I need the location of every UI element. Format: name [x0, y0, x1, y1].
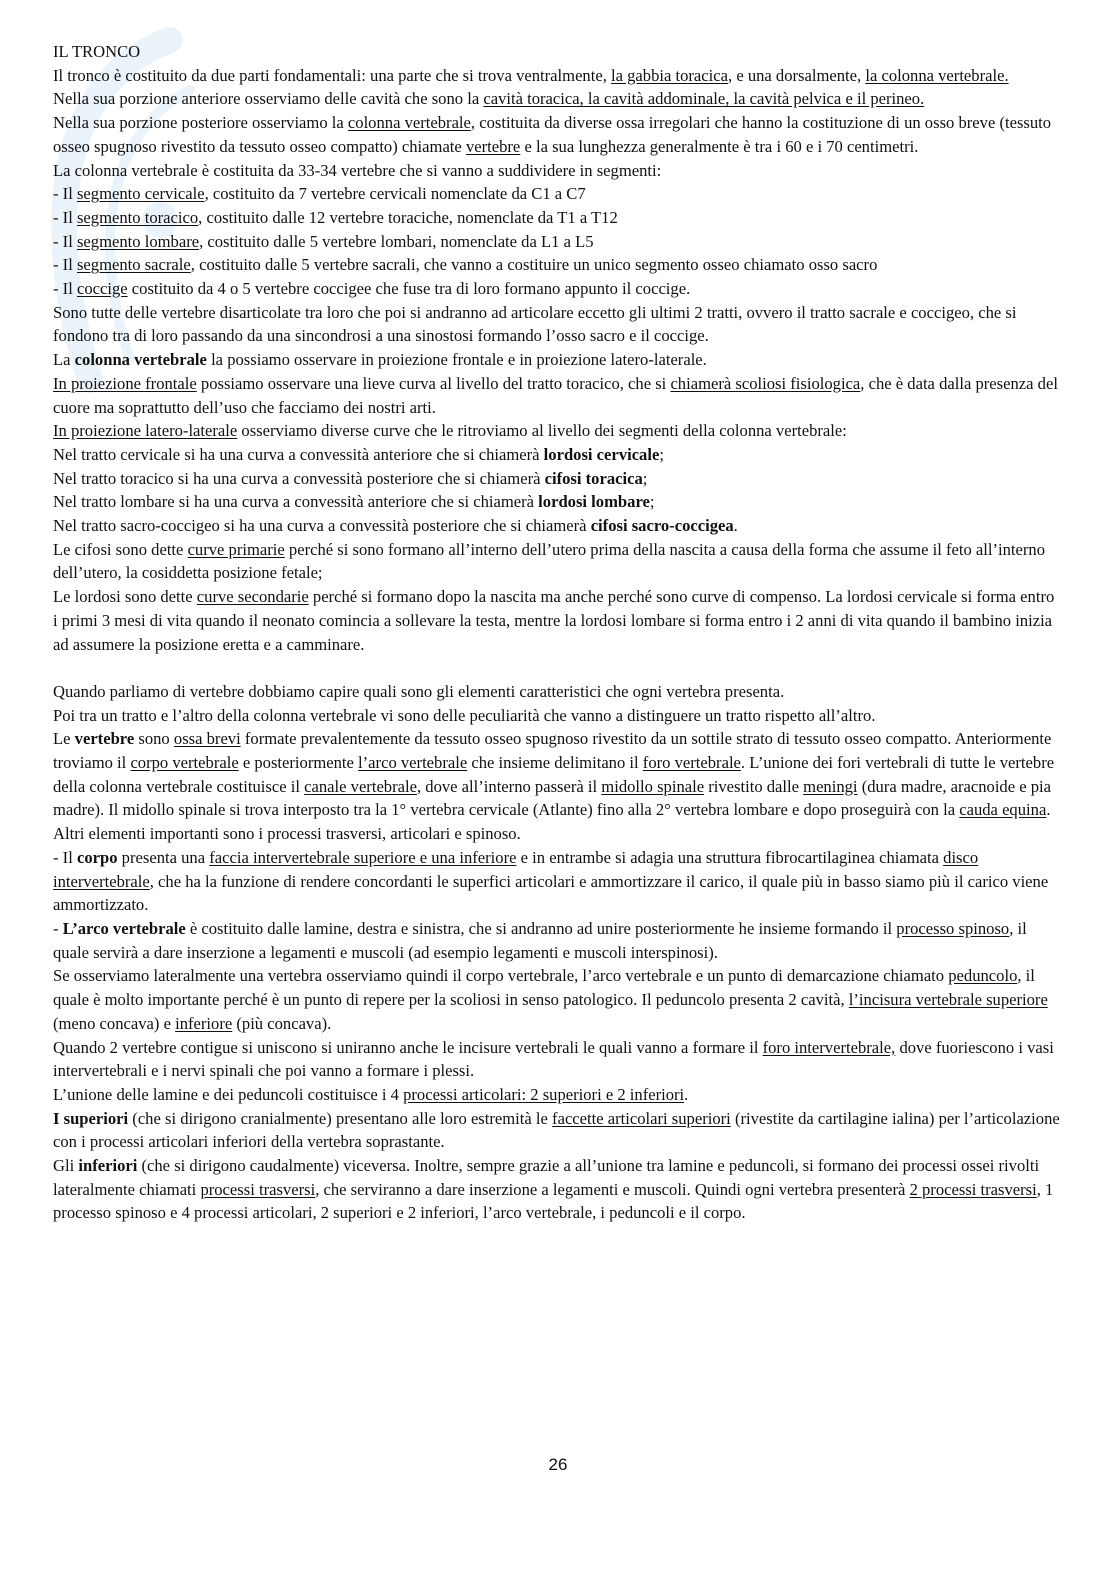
- list-item-segment: - Il segmento sacrale, costituito dalle 5 vertebre sacrali, che vanno a costituire un unico segmento osseo chiamato osso sacro: [53, 255, 878, 275]
- list-item-segment: - Il segmento lombare, costituito dalle 5 vertebre lombari, nomenclate da L1 a L5: [53, 231, 594, 251]
- paragraph-body: - Il corpo presenta una faccia intervertebrale superiore e una inferiore e in entrambe si adagia una struttura fibrocartilaginea chiamata disco intervertebrale, che ha la funzione di rendere concordanti le superfici articolari e ammortizzare il carico, il quale più in basso siamo più il carico viene ammortizzato.: [53, 847, 1049, 915]
- list-item-curve: Nel tratto sacro-coccigeo si ha una curva a convessità posteriore che si chiamerà cifosi sacro-coccigea.: [53, 516, 738, 536]
- paragraph-superior: I superiori (che si dirigono cranialmente) presentano alle loro estremità le faccette articolari superiori (rivestite da cartilagine ialina) per l’articolazione con i processi articolari inferiori della vertebra soprastante.: [53, 1108, 1060, 1152]
- paragraph-projections: La colonna vertebrale la possiamo osservare in proiezione frontale e in proiezione latero-laterale.: [53, 350, 707, 370]
- paragraph-posterior: Nella sua porzione posteriore osserviamo la colonna vertebrale, costituita da diverse ossa irregolari che hanno la costituzione di un osso breve (tessuto osseo spugnoso rivestito da tessuto osseo compatto) chiamate vertebre e la sua lunghezza generalmente è tra i 60 e i 70 centimetri.: [53, 113, 1052, 156]
- paragraph-frontal: In proiezione frontale possiamo osservare una lieve curva al livello del tratto toracico, che si chiamerà scoliosi fisiologica, che è data dalla presenza del cuore ma soprattutto dell’uso che facciamo dei nostri arti.: [53, 373, 1058, 417]
- paragraph-lateral: In proiezione latero-laterale osserviamo diverse curve che le ritroviamo al livello dei segmenti della colonna vertebrale:: [53, 421, 847, 441]
- list-item-curve: Nel tratto lombare si ha una curva a convessità anteriore che si chiamerà lordosi lombare;: [53, 492, 655, 512]
- paragraph-inferior: Gli inferiori (che si dirigono caudalmente) viceversa. Inoltre, sempre grazie a all’unione tra lamine e peduncoli, si formano dei processi ossei rivolti lateralmente chiamati processi trasversi, che serviranno a dare inserzione a legamenti e muscoli. Quindi ogni vertebra presenterà 2 processi trasversi, 1 processo spinoso e 4 processi articolari, 2 superiori e 2 inferiori, l’arco vertebrale, i peduncoli e il corpo.: [53, 1156, 1054, 1223]
- paragraph-anterior: Nella sua porzione anteriore osserviamo delle cavità che sono la cavità toracica, la cavità addominale, la cavità pelvica e il perineo.: [53, 89, 925, 109]
- paragraph-gap: [53, 656, 1063, 680]
- paragraph-segments-intro: La colonna vertebrale è costituita da 33-34 vertebre che si vanno a suddividere in segmenti:: [53, 160, 662, 180]
- paragraph-intro: Il tronco è costituito da due parti fondamentali: una parte che si trova ventralmente, la gabbia toracica, e una dorsalmente, la colonna vertebrale.: [53, 65, 1009, 85]
- paragraph-foramen: Quando 2 vertebre contigue si uniscono si uniranno anche le incisure vertebrali le quali vanno a formare il foro intervertebrale, dove fuoriescono i vasi intervertebrali e i nervi spinali che poi vanno a formare i plessi.: [53, 1037, 1054, 1081]
- list-item-segment: - Il segmento toracico, costituito dalle 12 vertebre toraciche, nomenclate da T1 a T12: [53, 207, 618, 227]
- paragraph-disarticulated: Sono tutte delle vertebre disarticolate tra loro che poi si andranno ad articolare eccetto gli ultimi 2 tratti, ovvero il tratto sacrale e coccigeo, che si fondono tra di loro passando da una sincondrosi a una sinostosi formando l’osso sacro e il coccige.: [53, 302, 1017, 346]
- list-item-segment: - Il coccige costituito da 4 o 5 vertebre coccigee che fuse tra di loro formano appunto il coccige.: [53, 279, 691, 299]
- paragraph-processes: L’unione delle lamine e dei peduncoli costituisce i 4 processi articolari: 2 superiori e 2 inferiori.: [53, 1084, 689, 1104]
- paragraph-arch: - L’arco vertebrale è costituito dalle lamine, destra e sinistra, che si andranno ad unire posteriormente he insieme formando il processo spinoso, il quale servirà a dare inserzione a legamenti e muscoli (ad esempio legamenti e muscoli interspinosi).: [53, 919, 1027, 962]
- section-heading: IL TRONCO: [53, 42, 141, 61]
- list-item-segment: - Il segmento cervicale, costituito da 7 vertebre cervicali nomenclate da C1 a C7: [53, 184, 586, 204]
- paragraph-peculiarities: Poi tra un tratto e l’altro della colonna vertebrale vi sono delle peculiarità che vanno a distinguere un tratto rispetto all’altro.: [53, 705, 876, 725]
- paragraph-kyphosis: Le cifosi sono dette curve primarie perché si sono formano all’interno dell’utero prima della nascita a causa della forma che assume il feto all’interno dell’utero, la cosiddetta posizione fetale;: [53, 539, 1046, 583]
- paragraph-vertebrae: Le vertebre sono ossa brevi formate prevalentemente da tessuto osseo spugnoso rivestito da un sottile strato di tessuto osseo compatto. Anteriormente troviamo il corpo vertebrale e posteriormente l’arco vertebrale che insieme delimitano il foro vertebrale. L’unione dei fori vertebrali di tutte le vertebre della colonna vertebrale costituisce il canale vertebrale, dove all’interno passerà il midollo spinale rivestito dalle meningi (dura madre, aracnoide e pia madre). Il midollo spinale si trova interposto tra la 1° vertebra cervicale (Atlante) fino alla 2° vertebra lombare e dopo proseguirà con la cauda equina. Altri elementi importanti sono i processi trasversi, articolari e spinoso.: [53, 729, 1055, 844]
- document-body: [53, 40, 1063, 1225]
- paragraph-elements: Quando parliamo di vertebre dobbiamo capire quali sono gli elementi caratteristici che ogni vertebra presenta.: [53, 681, 785, 701]
- paragraph-pedicle: Se osserviamo lateralmente una vertebra osserviamo quindi il corpo vertebrale, l’arco vertebrale e un punto di demarcazione chiamato peduncolo, il quale è molto importante perché è un punto di repere per la scoliosi in senso patologico. Il peduncolo presenta 2 cavità, l’incisura vertebrale superiore (meno concava) e inferiore (più concava).: [53, 966, 1048, 1033]
- page-number: 26: [548, 1455, 568, 1474]
- list-item-curve: Nel tratto cervicale si ha una curva a convessità anteriore che si chiamerà lordosi cervicale;: [53, 444, 664, 464]
- list-item-curve: Nel tratto toracico si ha una curva a convessità posteriore che si chiamerà cifosi toracica;: [53, 468, 648, 488]
- paragraph-lordosis: Le lordosi sono dette curve secondarie perché si formano dopo la nascita ma anche perché sono curve di compenso. La lordosi cervicale si forma entro i primi 3 mesi di vita quando il neonato comincia a sollevare la testa, mentre la lordosi lombare si forma entro i 2 anni di vita quando il bambino inizia ad assumere la posizione eretta e a camminare.: [53, 587, 1055, 654]
